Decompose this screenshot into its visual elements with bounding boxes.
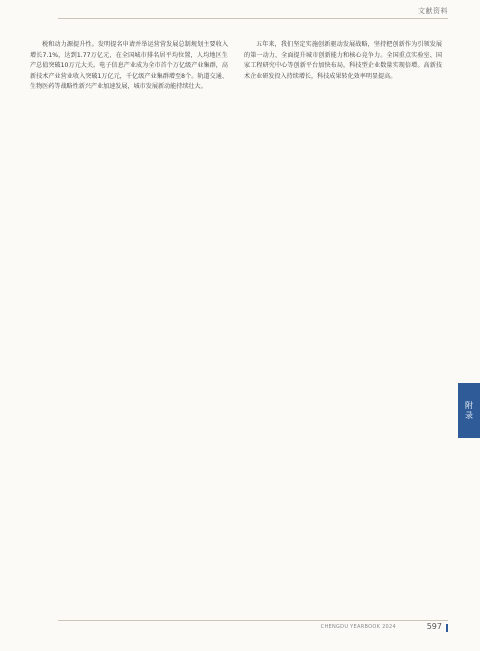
page-number: 597 xyxy=(426,622,442,631)
right-column xyxy=(244,40,442,82)
header-divider xyxy=(58,18,448,19)
footer-accent-mark xyxy=(446,624,448,632)
left-paragraph: 税和动力源提升性。发明提名申请并举运营营发展总制规划主要收入增长7.1%，达到1.77万亿元，在全国城市排名居平均位置，人均地区生产总值突破10万元大关。电子信息产业成为全市首个万亿级产业集群，高新技术产业营业收入突破1万亿元，千亿级产业集群增至8个。轨道交通、生物医药等战略性新兴产业加速发展，城市发展新动能持续壮大。 xyxy=(30,41,228,91)
section-header-label: 文献资料 xyxy=(418,7,448,15)
page-footer xyxy=(58,620,448,635)
left-column xyxy=(30,40,228,93)
side-tab-label: 附录 xyxy=(464,400,474,421)
appendix-side-tab xyxy=(458,383,480,438)
right-paragraph: 五年来，我们坚定实施创新驱动发展战略，坚持把创新作为引领发展的第一动力，全面提升城市创新能力和核心竞争力。全国重点实验室、国家工程研究中心等创新平台加快布局，科技型企业数量实现倍增。高新技术企业研发投入持续增长，科技成果转化效率明显提高。 xyxy=(244,41,442,80)
footer-brand: CHENGDU YEARBOOK 2024 xyxy=(320,624,396,630)
